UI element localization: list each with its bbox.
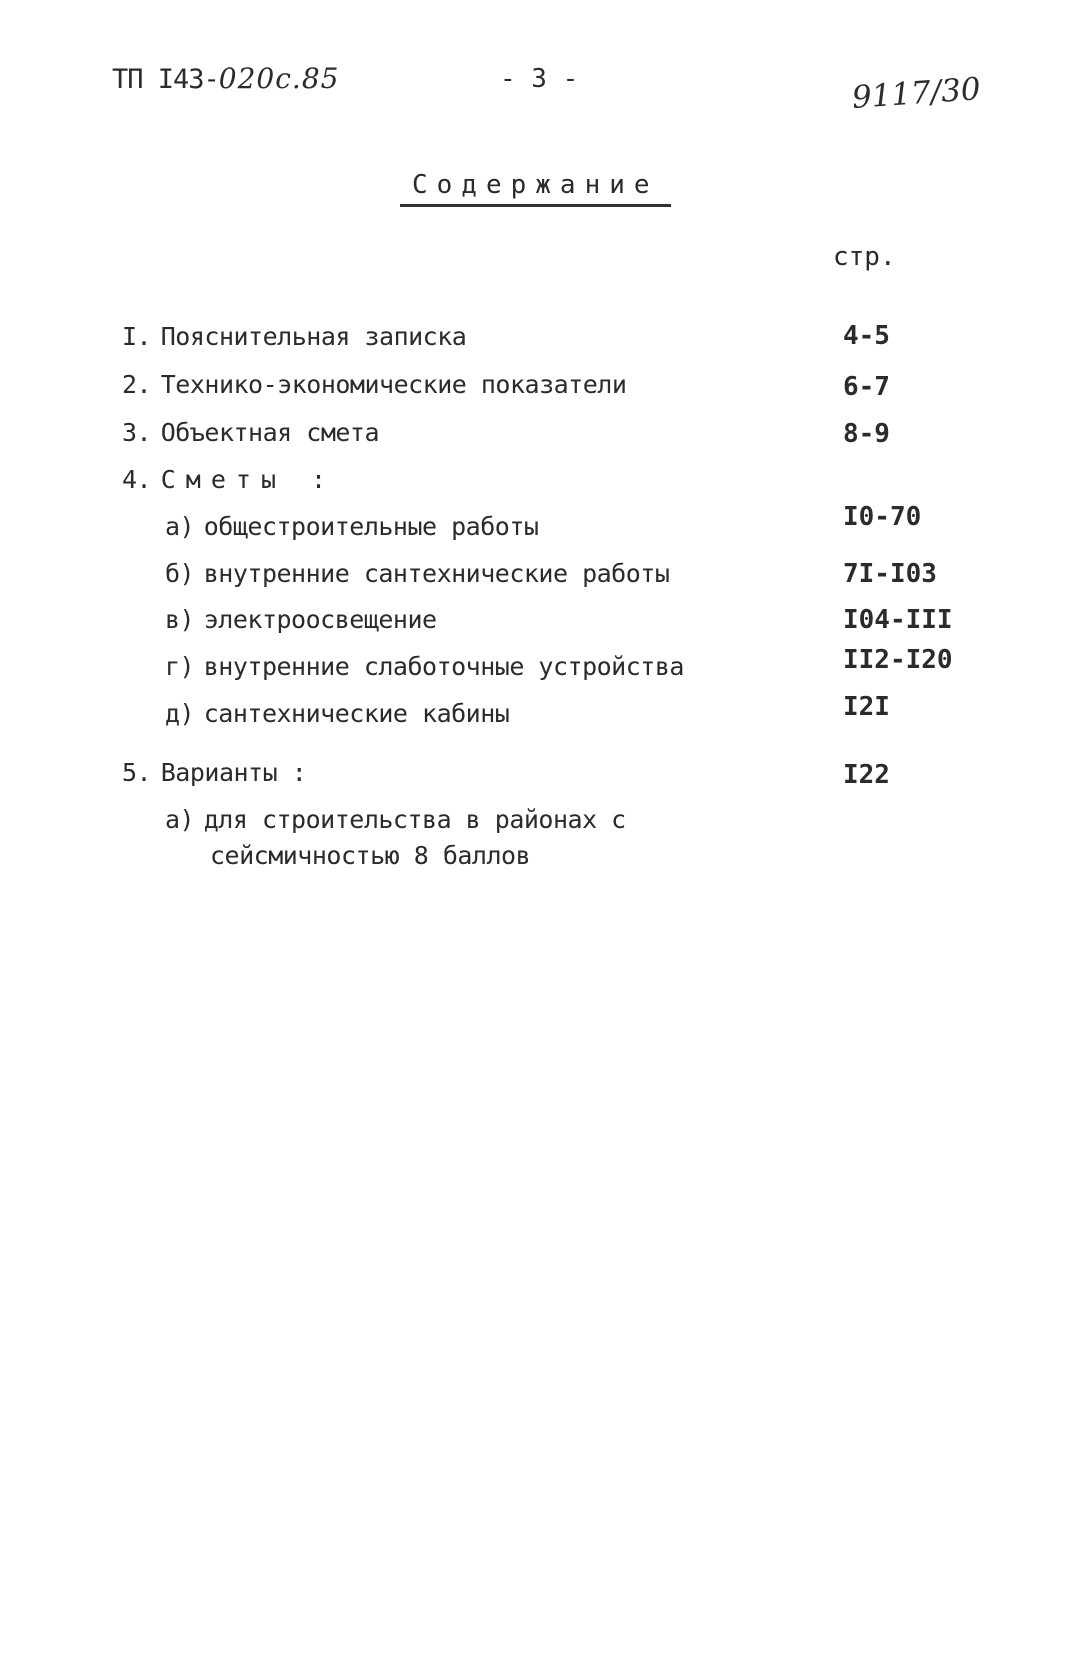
page-column-header: стр.	[833, 242, 896, 272]
toc-item-pages: II2-I20	[843, 645, 953, 675]
toc-item-pages: I2I	[843, 692, 890, 722]
toc-item-text: Варианты :	[160, 758, 307, 787]
toc-item	[122, 370, 626, 399]
page-title: Содержание	[400, 170, 671, 207]
toc-item-text: Сметы :	[160, 465, 337, 494]
toc-item-text: внутренние слаботочные устройства	[203, 652, 684, 681]
toc-item-number: 2.	[122, 370, 152, 399]
toc-item-text: электроосвещение	[203, 605, 437, 634]
archive-number: 9117/30	[850, 71, 982, 116]
toc-item-number: I.	[122, 322, 152, 351]
toc-subitem-continuation	[210, 841, 530, 870]
toc-item-number: в)	[165, 605, 195, 634]
toc-item-text: Технико-экономические показатели	[160, 370, 627, 399]
toc-item-pages: I0-70	[843, 502, 922, 532]
toc-item-number: 4.	[122, 465, 152, 494]
toc-item-number: а)	[165, 512, 195, 541]
toc-subitem	[165, 699, 509, 728]
toc-subitem	[165, 512, 538, 541]
document-code-handwritten: 020с.85	[218, 62, 340, 95]
document-code	[112, 62, 339, 95]
document-code-typed: ТП I43-	[112, 64, 219, 95]
toc-subitem	[165, 605, 437, 634]
toc-item-text: для строительства в районах с	[203, 805, 626, 834]
toc-item-text: сантехнические кабины	[203, 699, 510, 728]
toc-item	[122, 465, 336, 494]
toc-item-number: 5.	[122, 758, 152, 787]
page-number: - 3 -	[500, 64, 579, 94]
toc-item-text: Объектная смета	[160, 418, 380, 447]
toc-item-number: 3.	[122, 418, 152, 447]
toc-item-text: внутренние сантехнические работы	[203, 559, 670, 588]
toc-item	[122, 418, 379, 447]
toc-item-pages: 4-5	[843, 321, 890, 351]
toc-item-number: б)	[165, 559, 195, 588]
toc-item-number: г)	[165, 652, 195, 681]
toc-item	[122, 758, 306, 787]
toc-subitem	[165, 805, 626, 834]
toc-item	[122, 322, 466, 351]
toc-subitem	[165, 559, 669, 588]
toc-item-pages: 7I-I03	[843, 559, 937, 589]
toc-item-pages: I22	[843, 760, 890, 790]
toc-item-text: общестроительные работы	[203, 512, 539, 541]
toc-item-text: сейсмичностью 8 баллов	[210, 841, 531, 870]
toc-subitem	[165, 652, 684, 681]
toc-item-pages: 8-9	[843, 419, 890, 449]
toc-item-text: Пояснительная записка	[160, 322, 467, 351]
toc-item-pages: I04-III	[843, 605, 953, 635]
toc-item-number: а)	[165, 805, 195, 834]
toc-item-number: д)	[165, 699, 195, 728]
toc-item-pages: 6-7	[843, 372, 890, 402]
